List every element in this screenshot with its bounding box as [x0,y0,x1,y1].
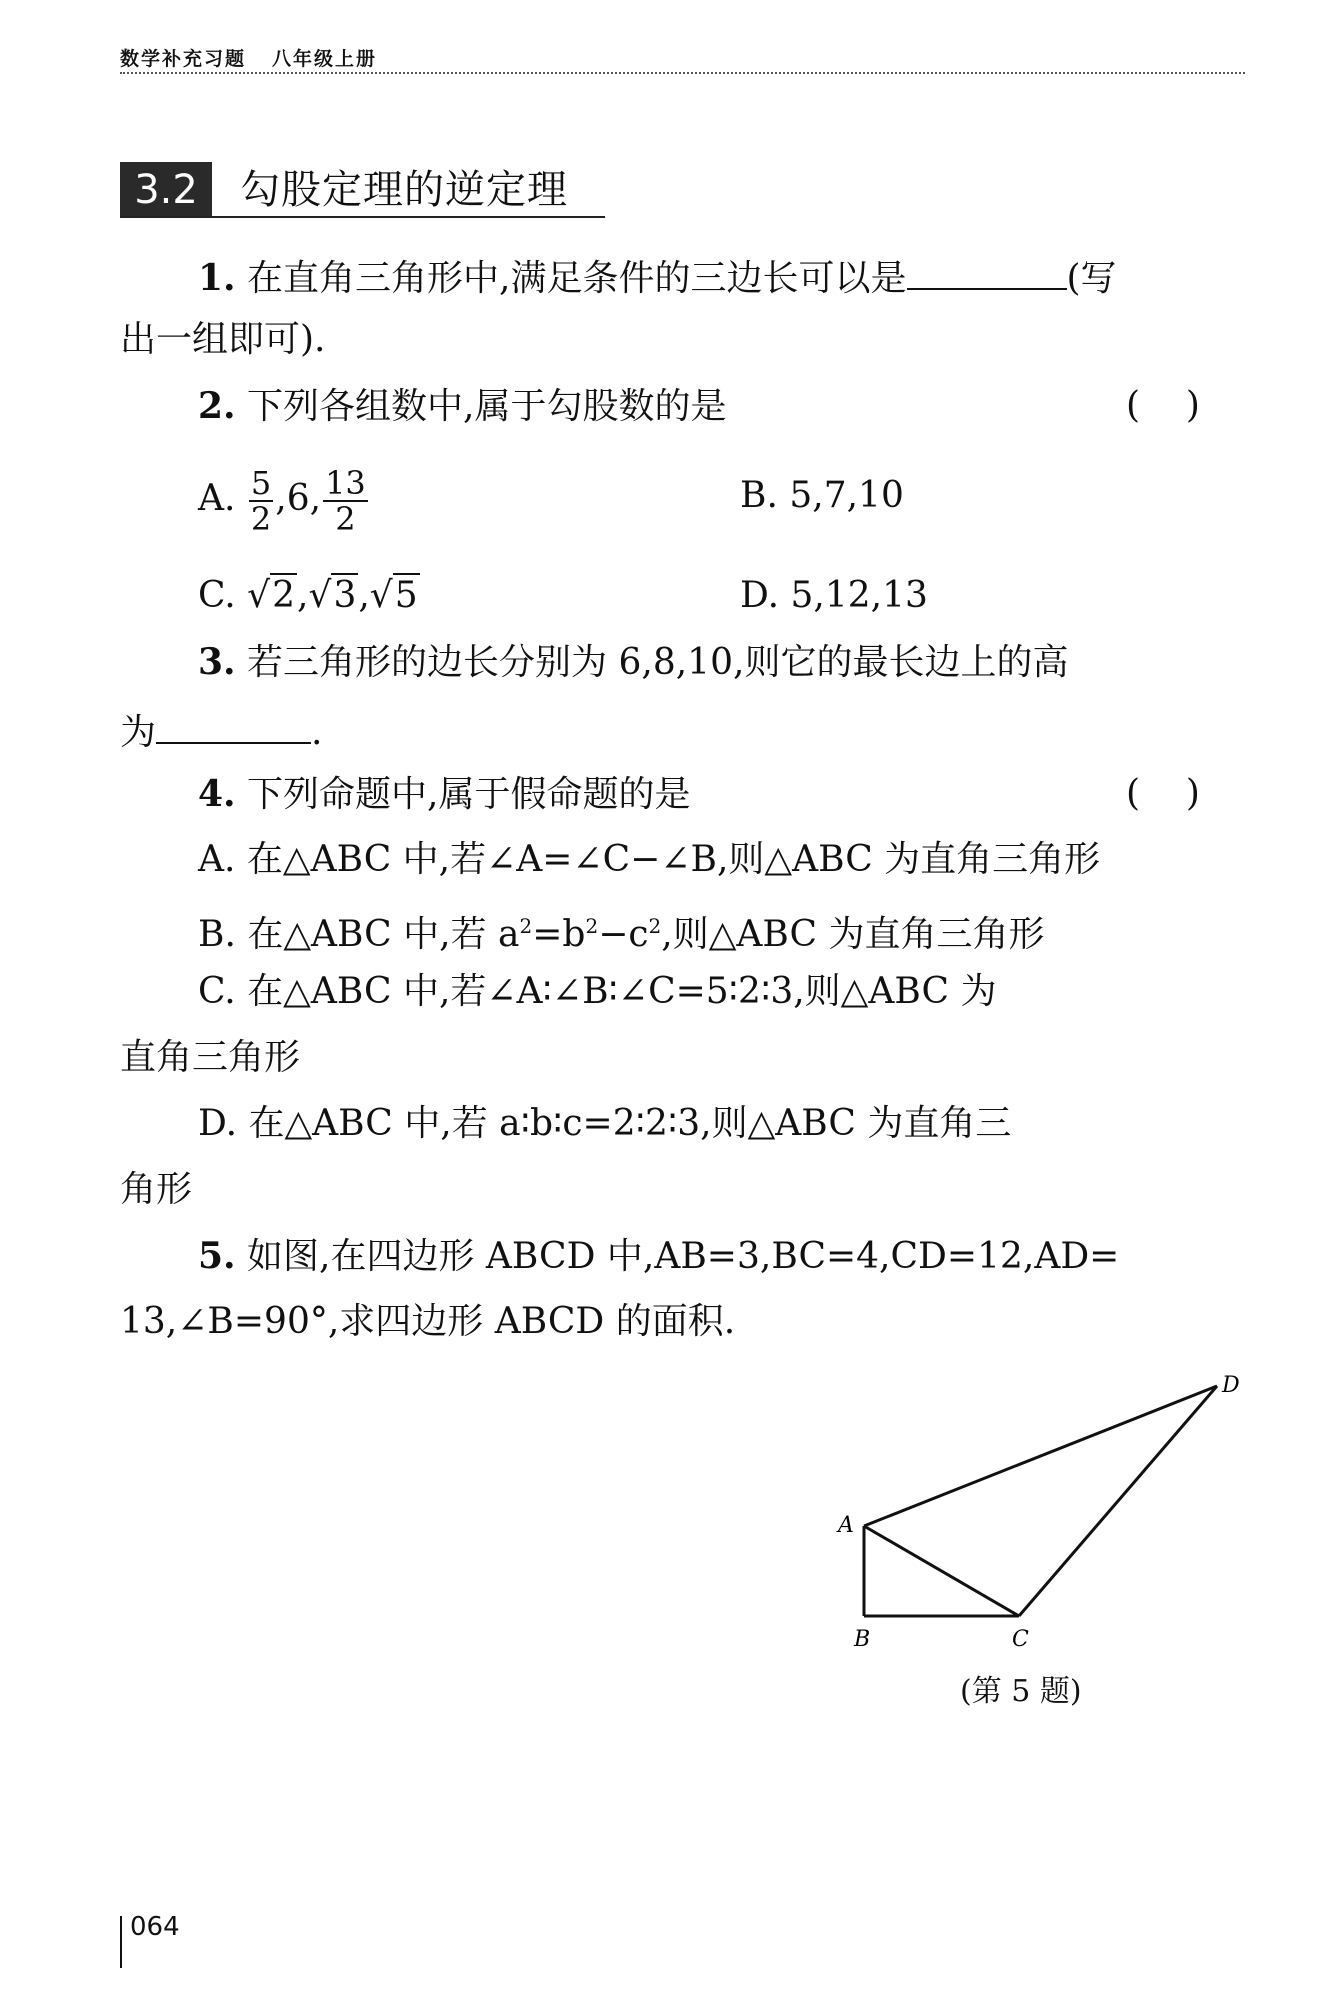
running-header [120,44,1245,71]
page-number: 064 [130,1912,180,1942]
header-dotted-rule [120,72,1245,74]
section-title: 勾股定理的逆定理 [240,167,568,213]
q2-option-c[interactable]: C. √2,√3,√5 [198,570,420,622]
q1-line2: 出一组即可). [120,319,326,360]
q4-option-d[interactable]: D. 在△ABC 中,若 a∶b∶c=2∶2∶3,则△ABC 为直角三 [198,1103,1012,1144]
vertex-label-d: D [1222,1373,1240,1398]
q2-option-a[interactable]: A. $\frac{5}{2}$ ,6, $\frac{13}{2}$ [198,464,366,538]
segment-cd [1019,1386,1217,1616]
section-underline [120,216,605,218]
q4-option-b[interactable]: B. 在△ABC 中,若 $a^2=b^2-c^2$,则△ABC 为直角三角形 [198,914,1045,955]
q2-option-b[interactable]: B. 5,7,10 [740,475,904,516]
q4-option-d-cont: 角形 [120,1169,193,1210]
fraction-13-2: $\frac{13}{2}$ [325,464,366,538]
q3-answer-blank[interactable] [156,702,311,744]
q1-line1: 1. 在直角三角形中,满足条件的三边长可以是 (写 [198,248,1117,305]
segment-ac [864,1526,1019,1616]
sqrt-5: √5 [369,575,418,616]
sqrt-3: √3 [308,575,357,616]
q4-option-c-cont: 直角三角形 [120,1037,301,1078]
q1-answer-blank[interactable] [907,248,1067,290]
figure-caption: (第 5 题) [960,1674,1082,1709]
quadrilateral-figure [830,1370,1250,1670]
q4-stem: 4. 下列命题中,属于假命题的是 [198,773,691,815]
q2-stem: 2. 下列各组数中,属于勾股数的是 [198,385,727,427]
segment-ad [864,1386,1217,1526]
q4-option-c[interactable]: C. 在△ABC 中,若∠A∶∠B∶∠C=5∶2∶3,则△ABC 为 [198,971,997,1012]
section-number-badge: 3.2 [120,162,212,218]
q3-line2: 为 . [120,702,322,759]
q3-line1: 3. 若三角形的边长分别为 6,8,10,则它的最长边上的高 [198,641,1069,683]
vertex-label-a: A [838,1513,854,1538]
vertex-label-c: C [1012,1627,1029,1652]
sqrt-2: √2 [247,575,296,616]
q5-line2: 13,∠B=90°,求四边形 ABCD 的面积. [120,1301,736,1342]
page-number-bar [120,1916,122,1968]
q5-line1: 5. 如图,在四边形 ABCD 中,AB=3,BC=4,CD=12,AD= [198,1235,1120,1277]
fraction-5-2: $\frac{5}{2}$ [250,464,272,538]
q4-option-a[interactable]: A. 在△ABC 中,若∠A=∠C−∠B,则△ABC 为直角三角形 [198,839,1101,880]
grade-label: 八年级上册 [272,48,378,70]
q4-answer-paren[interactable]: ( ) [1126,773,1200,814]
q2-option-d[interactable]: D. 5,12,13 [740,575,928,616]
q2-answer-paren[interactable]: ( ) [1126,385,1200,426]
vertex-label-b: B [854,1627,871,1652]
book-title: 数学补充习题 [120,48,247,70]
